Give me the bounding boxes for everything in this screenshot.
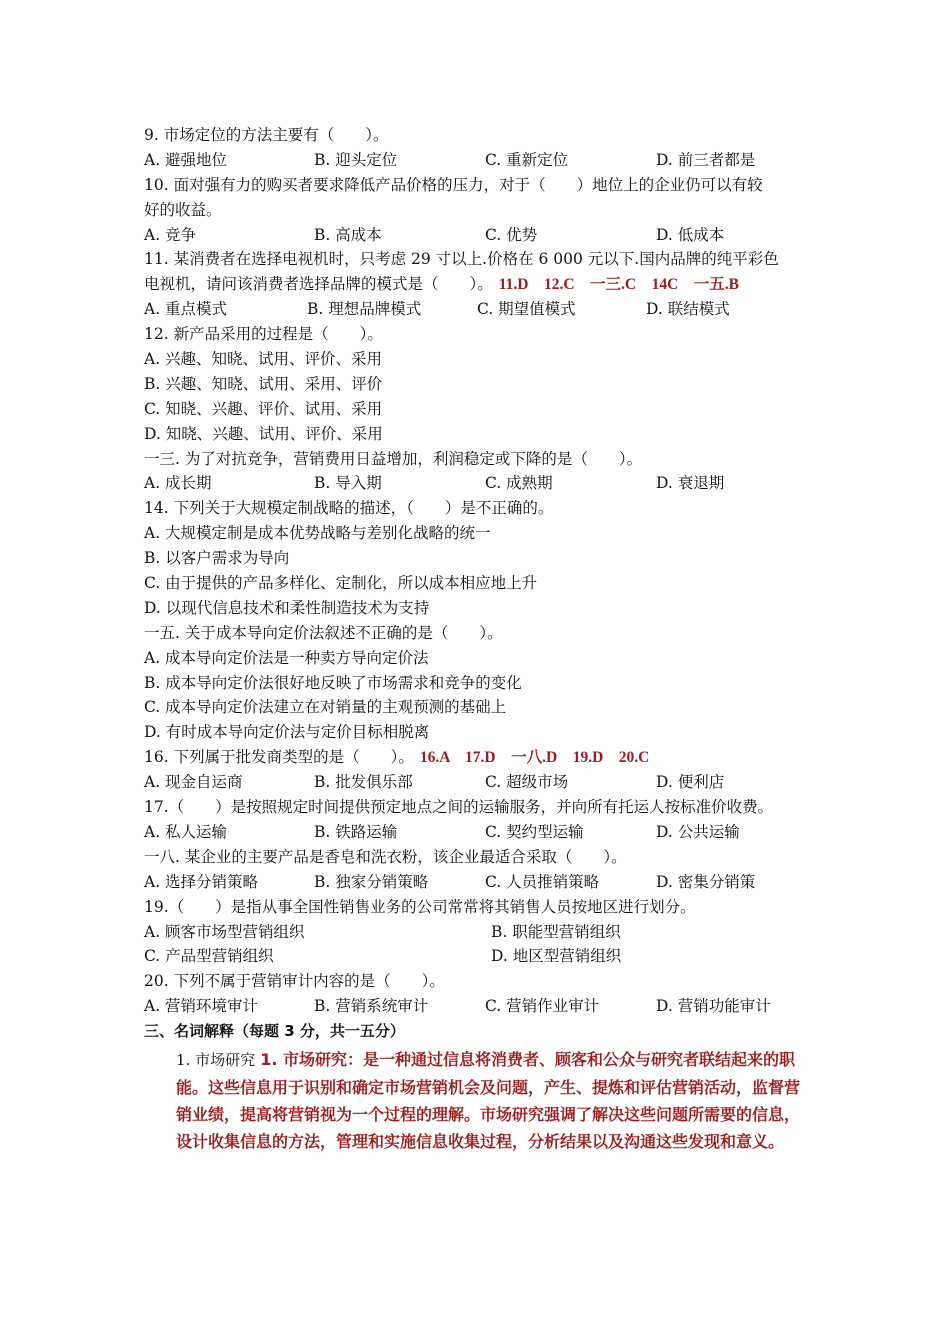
option-d: D. 便利店 — [656, 773, 725, 792]
question-11: 11. 某消费者在选择电视机时，只考虑 29 寸以上.价格在 6 000 元以下.国内品牌的纯平彩色 — [144, 250, 779, 269]
answer-key: 11.D 12.C 一三.C 14C 一五.B — [498, 276, 740, 294]
option-c: C. 期望值模式 — [477, 300, 576, 319]
question-20: 20. 下列不属于营销审计内容的是（ ）。 — [144, 972, 445, 991]
option-b: B. 铁路运输 — [314, 822, 398, 841]
option-a: A. 私人运输 — [144, 822, 228, 841]
question-13-options — [144, 471, 812, 496]
option-a: A. 重点模式 — [144, 300, 228, 319]
option-c: C. 成本导向定价法建立在对销量的主观预测的基础上 — [144, 698, 507, 717]
definition-term: 1. 市场研究 — [176, 1050, 256, 1069]
option-a: A. 避强地位 — [144, 150, 228, 169]
option-c: C. 知晓、兴趣、评价、试用、采用 — [144, 399, 383, 418]
option-d: D. 前三者都是 — [656, 150, 756, 169]
definition-text: 1. 市场研究：是一种通过信息将消费者、顾客和公众与研究者联结起来的职能。这些信息用于识别和确定市场营销机会及问题，产生、提炼和评估营销活动，监督营销业绩，提高将营销视为一个过程的理解。市场研究强调了解决这些问题所需要的信息，设计收集信息的方法，管理和实施信息收集过程，分析结果以及沟通这些发现和意义。 — [176, 1049, 801, 1151]
option-a: A. 选择分销策略 — [144, 872, 259, 891]
question-10-cont: 好的收益。 — [144, 200, 222, 219]
option-d: D. 知晓、兴趣、试用、评价、采用 — [144, 424, 383, 443]
option-d: D. 公共运输 — [656, 822, 740, 841]
question-16: 16. 下列属于批发商类型的是（ ）。 16.A 17.D 一八.D 19.D 20.C — [144, 748, 650, 767]
option-a: A. 竞争 — [144, 225, 197, 244]
option-d: D. 低成本 — [656, 225, 725, 244]
question-12: 12. 新产品采用的过程是（ ）。 — [144, 325, 383, 344]
option-a: A. 大规模定制是成本优势战略与差别化战略的统一 — [144, 524, 491, 543]
question-9: 9. 市场定位的方法主要有（ ）。 — [144, 126, 389, 144]
question-18-options — [144, 870, 812, 895]
option-b: B. 导入期 — [314, 474, 382, 493]
answer-key: 16.A 17.D 一八.D 19.D 20.C — [419, 749, 650, 767]
option-b: B. 职能型营销组织 — [491, 922, 621, 941]
option-a: A. 顾客市场型营销组织 — [144, 922, 305, 941]
option-b: B. 独家分销策略 — [314, 872, 429, 891]
option-d: D. 密集分销策 — [656, 872, 756, 891]
option-a: A. 成本导向定价法是一种卖方导向定价法 — [144, 648, 429, 667]
option-c: C. 成熟期 — [485, 474, 553, 493]
question-16-options — [144, 770, 812, 795]
option-c: C. 由于提供的产品多样化、定制化，所以成本相应地上升 — [144, 574, 538, 593]
option-a: A. 营销环境审计 — [144, 997, 259, 1016]
option-d: D. 营销功能审计 — [656, 997, 771, 1016]
option-d: D. 有时成本导向定价法与定价目标相脱离 — [144, 723, 430, 742]
option-b: B. 以客户需求为导向 — [144, 549, 290, 568]
option-c: C. 超级市场 — [485, 773, 569, 792]
option-b: B. 营销系统审计 — [314, 997, 429, 1016]
question-19-options-2 — [144, 944, 812, 969]
question-11-options — [144, 297, 812, 322]
section-heading: 三、名词解释（每题 3 分，共一五分） — [144, 1022, 405, 1041]
option-c: C. 优势 — [485, 225, 538, 244]
option-d: D. 以现代信息技术和柔性制造技术为支持 — [144, 598, 430, 617]
question-19: 19.（ ）是指从事全国性销售业务的公司常常将其销售人员按地区进行划分。 — [144, 897, 696, 916]
option-c: C. 重新定位 — [485, 150, 569, 169]
question-13: 一三. 为了对抗竞争，营销费用日益增加，利润稳定或下降的是（ ）。 — [144, 449, 643, 468]
question-17: 17.（ ）是按照规定时间提供预定地点之间的运输服务，并向所有托运人按标准价收费。 — [144, 798, 774, 817]
document-page — [144, 123, 812, 1155]
question-10-options — [144, 223, 812, 248]
question-19-options-1 — [144, 920, 812, 945]
option-b: B. 成本导向定价法很好地反映了市场需求和竞争的变化 — [144, 673, 522, 692]
option-b: B. 高成本 — [314, 225, 382, 244]
question-20-options — [144, 994, 812, 1019]
option-c: C. 契约型运输 — [485, 822, 584, 841]
question-11-cont: 电视机，请问该消费者选择品牌的模式是（ ）。 11.D 12.C 一三.C 14C 一五.B — [144, 275, 740, 294]
option-d: D. 联结模式 — [646, 300, 730, 319]
option-a: A. 现金自运商 — [144, 773, 243, 792]
question-10: 10. 面对强有力的购买者要求降低产品价格的压力，对于（ ）地位上的企业仍可以有较 — [144, 175, 763, 194]
option-c: C. 营销作业审计 — [485, 997, 600, 1016]
option-d: D. 衰退期 — [656, 474, 725, 493]
option-c: C. 产品型营销组织 — [144, 947, 274, 966]
option-b: B. 兴趣、知晓、试用、采用、评价 — [144, 374, 383, 393]
option-a: A. 兴趣、知晓、试用、评价、采用 — [144, 350, 383, 369]
option-c: C. 人员推销策略 — [485, 872, 600, 891]
option-b: B. 迎头定位 — [314, 150, 398, 169]
option-b: B. 批发俱乐部 — [314, 773, 413, 792]
option-a: A. 成长期 — [144, 474, 212, 493]
option-d: D. 地区型营销组织 — [491, 947, 622, 966]
question-18: 一八. 某企业的主要产品是香皂和洗衣粉，该企业最适合采取（ ）。 — [144, 847, 627, 866]
question-14: 14. 下列关于大规模定制战略的描述，（ ）是不正确的。 — [144, 499, 554, 518]
question-15: 一五. 关于成本导向定价法叙述不正确的是（ ）。 — [144, 623, 503, 642]
option-b: B. 理想品牌模式 — [307, 300, 422, 319]
question-17-options — [144, 820, 812, 845]
question-9-options — [144, 148, 812, 173]
definition-block — [176, 1046, 812, 1155]
